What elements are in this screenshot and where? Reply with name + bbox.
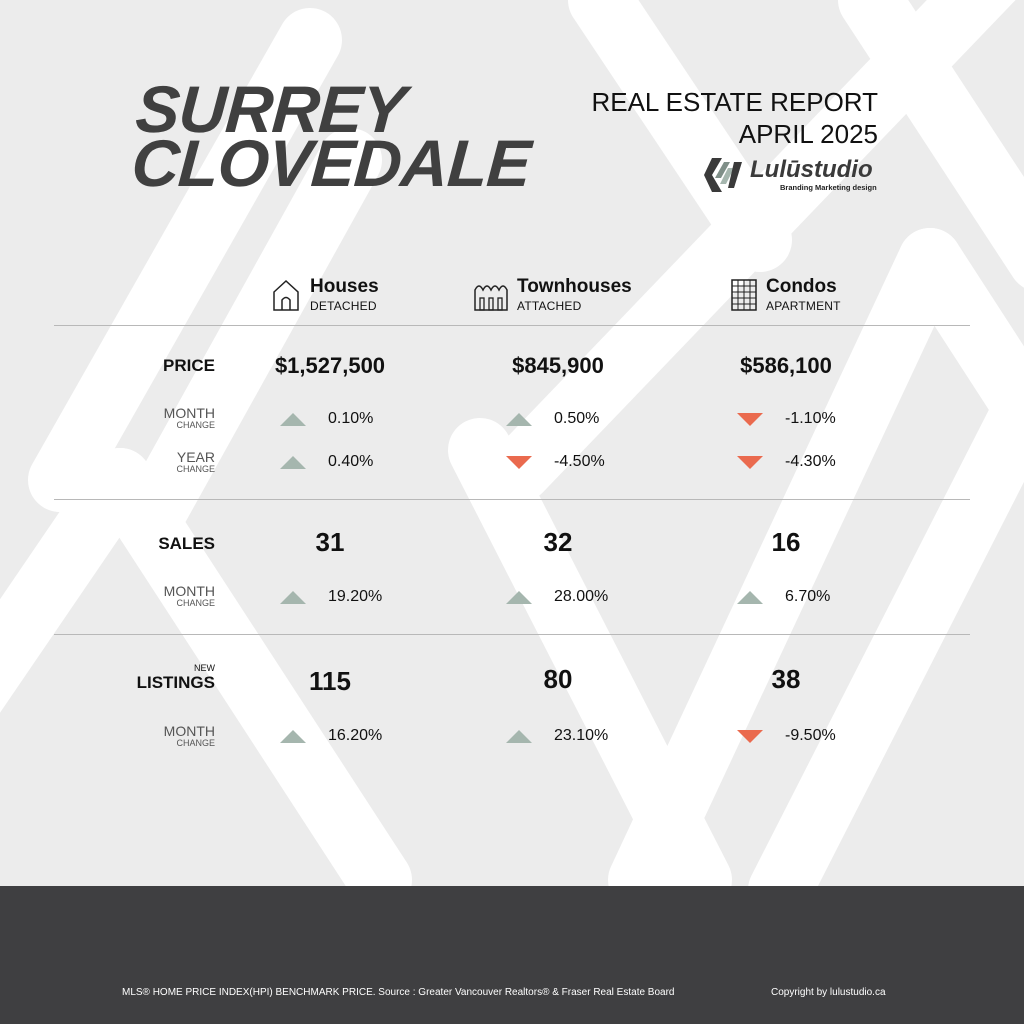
change-label: CHANGE	[176, 464, 215, 474]
listings-value-townhouses: 80	[543, 664, 573, 694]
listings-month-change-condos: -9.50%	[785, 727, 836, 744]
price-month-change-townhouses: 0.50%	[554, 410, 600, 427]
row-label-listings	[100, 663, 215, 693]
sales-value-condos: 16	[771, 527, 801, 557]
up-arrow-icon	[506, 413, 532, 426]
column-subtitle-townhouses: ATTACHED	[517, 299, 582, 313]
townhouse-icon	[473, 278, 509, 312]
footer	[0, 886, 1024, 1024]
year-label: YEAR	[176, 449, 215, 465]
sales-month-change-townhouses: 28.00%	[554, 588, 609, 605]
divider-price-sales	[54, 499, 970, 500]
listings-month-change-label	[120, 724, 215, 748]
report-date: APRIL 2025	[738, 119, 878, 149]
column-header-houses	[272, 276, 452, 316]
up-arrow-icon	[280, 591, 306, 604]
up-arrow-icon	[737, 591, 763, 604]
listings-value-condos: 38	[771, 664, 801, 694]
brand-tagline: Branding Marketing design	[780, 183, 877, 192]
row-label-listings-new: NEW	[194, 663, 215, 673]
column-header-condos	[730, 276, 910, 316]
up-arrow-icon	[280, 730, 306, 743]
row-label-sales: SALES	[158, 534, 215, 553]
report-title	[591, 86, 878, 150]
divider-sales-listings	[54, 634, 970, 635]
up-arrow-icon	[506, 591, 532, 604]
change-label: CHANGE	[176, 738, 215, 748]
row-label-price: PRICE	[163, 356, 215, 375]
up-arrow-icon	[506, 730, 532, 743]
sales-value-houses: 31	[315, 527, 345, 557]
brand-name: Lulūstudio	[750, 156, 873, 183]
report-title-line-1: REAL ESTATE REPORT	[591, 87, 878, 117]
listings-month-change-townhouses: 23.10%	[554, 727, 609, 744]
price-value-houses: $1,527,500	[274, 353, 386, 378]
row-label-listings-main: LISTINGS	[136, 673, 215, 692]
month-label: MONTH	[163, 583, 215, 599]
up-arrow-icon	[280, 456, 306, 469]
brand-logo	[704, 158, 884, 194]
price-month-change-condos: -1.10%	[785, 410, 836, 427]
divider-top	[54, 325, 970, 326]
condo-building-icon	[730, 278, 758, 312]
footer-copyright: Copyright by lulustudio.ca	[771, 987, 886, 998]
sales-month-change-condos: 6.70%	[785, 588, 831, 605]
house-icon	[272, 278, 300, 312]
up-arrow-icon	[280, 413, 306, 426]
stripes-logo-icon	[704, 158, 744, 192]
price-year-change-townhouses: -4.50%	[554, 453, 605, 470]
listings-value-houses: 115	[309, 666, 351, 696]
down-arrow-icon	[737, 456, 763, 469]
sales-month-change-label	[120, 584, 215, 608]
column-title-houses: Houses	[310, 276, 379, 297]
page-title-line-2: CLOVEDALE	[129, 126, 533, 200]
listings-month-change-houses: 16.20%	[328, 727, 383, 744]
price-year-change-houses: 0.40%	[328, 453, 374, 470]
down-arrow-icon	[506, 456, 532, 469]
sales-month-change-houses: 19.20%	[328, 588, 383, 605]
page-title-line-1: SURREY	[133, 72, 408, 146]
price-value-townhouses: $845,900	[512, 353, 604, 378]
price-year-change-label	[120, 450, 215, 474]
change-label: CHANGE	[176, 598, 215, 608]
change-label: CHANGE	[176, 420, 215, 430]
sales-value-townhouses: 32	[543, 527, 573, 557]
price-month-change-houses: 0.10%	[328, 410, 374, 427]
column-header-townhouses	[473, 276, 673, 316]
column-title-townhouses: Townhouses	[517, 276, 632, 297]
price-month-change-label	[120, 406, 215, 430]
footer-source: MLS® HOME PRICE INDEX(HPI) BENCHMARK PRICE. Source : Greater Vancouver Realtors® & Fraser Real Estate Board	[122, 987, 675, 998]
price-value-condos: $586,100	[740, 353, 832, 378]
month-label: MONTH	[163, 723, 215, 739]
down-arrow-icon	[737, 730, 763, 743]
column-title-condos: Condos	[766, 276, 837, 297]
column-subtitle-condos: APARTMENT	[766, 299, 841, 313]
month-label: MONTH	[163, 405, 215, 421]
column-subtitle-houses: DETACHED	[310, 299, 377, 313]
price-year-change-condos: -4.30%	[785, 453, 836, 470]
down-arrow-icon	[737, 413, 763, 426]
